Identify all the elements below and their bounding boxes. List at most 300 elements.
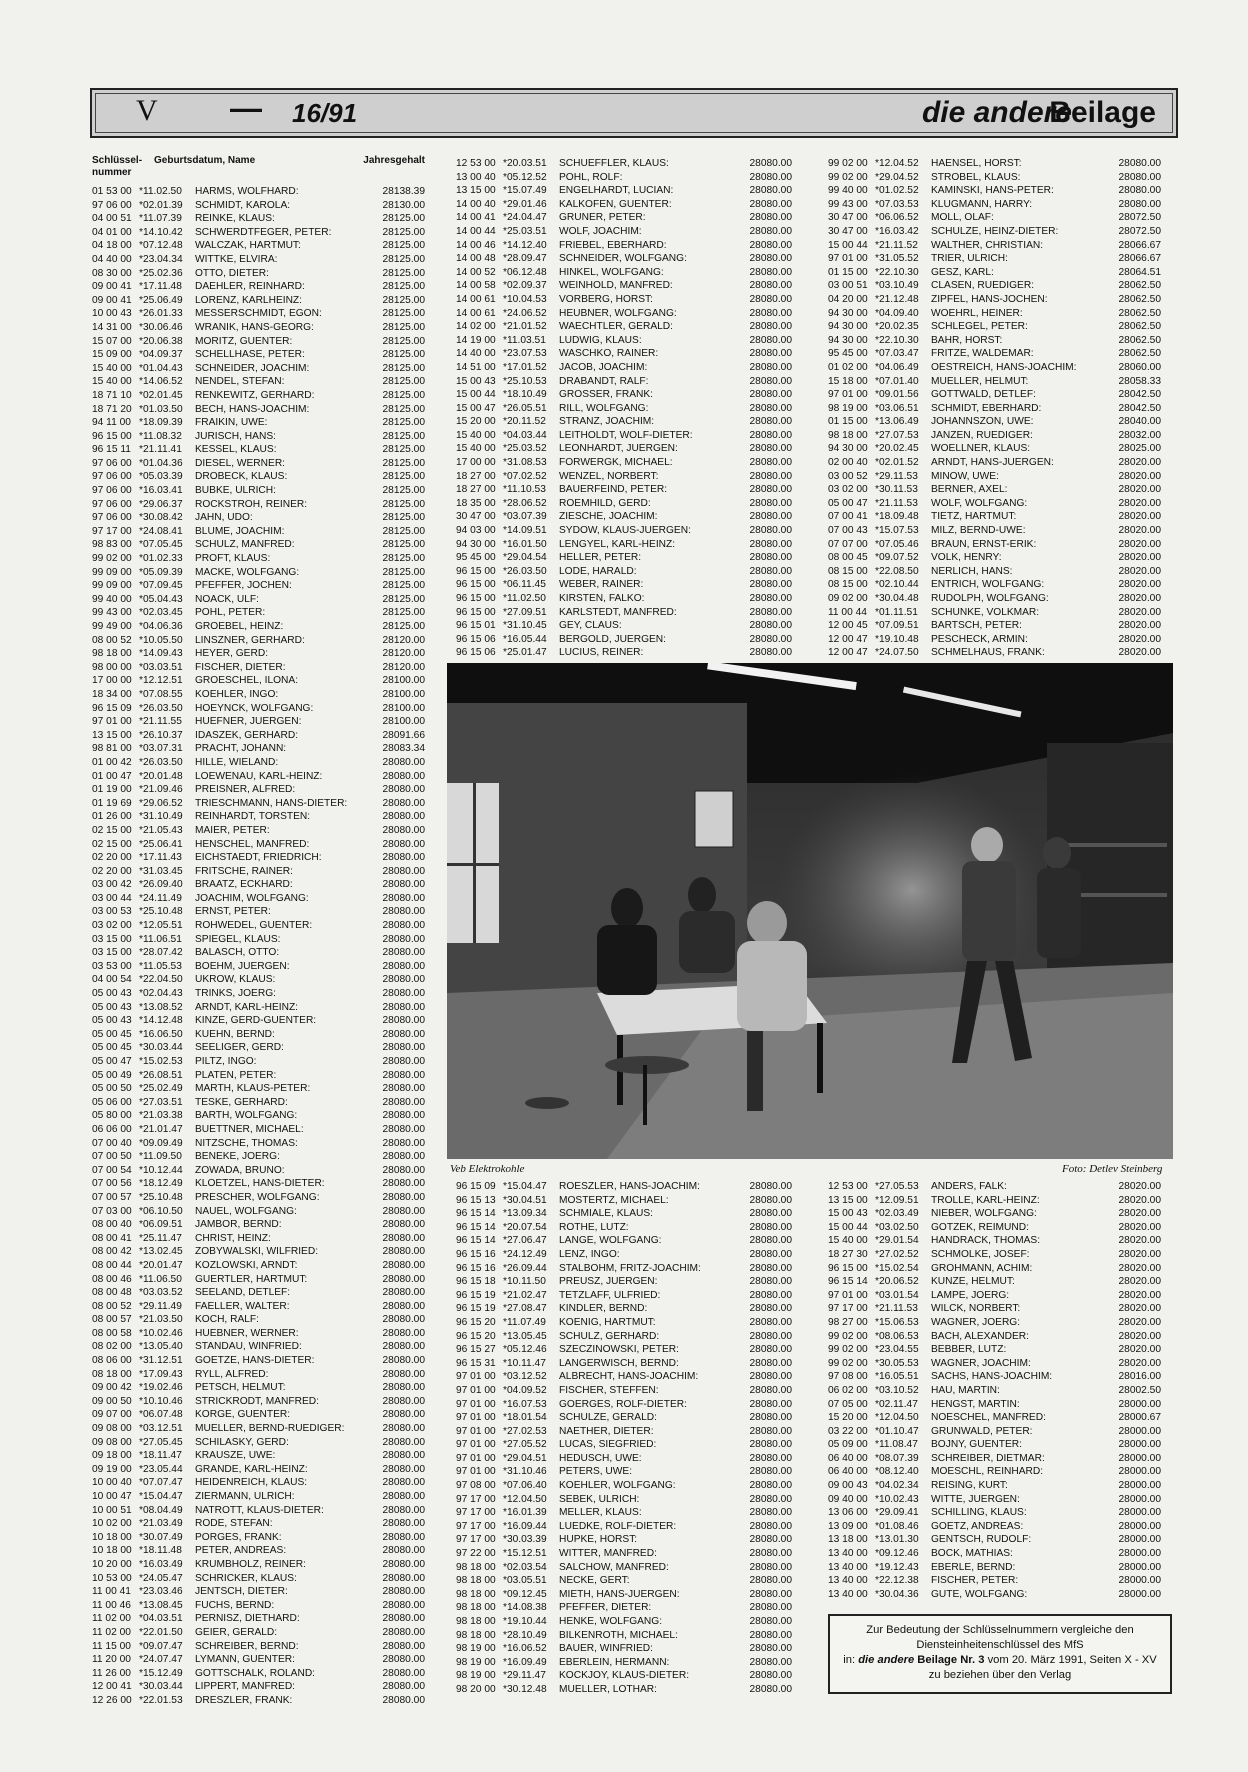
row-name: MORITZ, GUENTER: <box>195 335 293 347</box>
table-row <box>828 198 1161 212</box>
row-salary: 28100.00 <box>382 688 425 700</box>
table-row <box>92 783 425 797</box>
row-birthdate: *20.06.52 <box>875 1276 919 1288</box>
row-birthdate: *17.09.43 <box>139 1368 183 1380</box>
row-key: 15 00 47 <box>456 402 496 414</box>
row-salary: 28080.00 <box>382 920 425 932</box>
row-birthdate: *31.08.53 <box>503 457 547 469</box>
row-name: BRAATZ, ECKHARD: <box>195 879 293 891</box>
row-birthdate: *05.04.43 <box>139 593 183 605</box>
row-salary: 28080.00 <box>749 171 792 183</box>
table-row <box>456 1642 792 1656</box>
table-row <box>92 1096 425 1110</box>
row-key: 07 05 00 <box>828 1398 868 1410</box>
row-key: 08 15 00 <box>828 579 868 591</box>
row-birthdate: *09.09.49 <box>139 1137 183 1149</box>
row-name: MUELLER, BERND-RUEDIGER: <box>195 1423 345 1435</box>
row-birthdate: *07.06.40 <box>503 1480 547 1492</box>
table-row <box>92 1205 425 1219</box>
row-name: EBERLEIN, HERMANN: <box>559 1656 670 1668</box>
row-birthdate: *01.10.47 <box>875 1425 919 1437</box>
table-row <box>92 443 425 457</box>
row-birthdate: *15.06.53 <box>875 1316 919 1328</box>
table-row <box>828 1438 1161 1452</box>
row-salary: 28080.00 <box>749 239 792 251</box>
row-salary: 28080.00 <box>749 1289 792 1301</box>
table-row <box>456 1533 792 1547</box>
table-row <box>828 578 1161 592</box>
row-key: 02 20 00 <box>92 865 132 877</box>
row-name: GOTTWALD, DETLEF: <box>931 389 1036 401</box>
row-salary: 28080.00 <box>382 838 425 850</box>
row-name: GRUNWALD, PETER: <box>931 1425 1033 1437</box>
row-salary: 28080.00 <box>1118 198 1161 210</box>
row-name: POHL, ROLF: <box>559 171 623 183</box>
row-salary: 28080.00 <box>382 974 425 986</box>
row-name: KRUMBHOLZ, REINER: <box>195 1558 306 1570</box>
row-birthdate: *11.09.50 <box>139 1151 182 1163</box>
row-salary: 28080.00 <box>749 307 792 319</box>
row-birthdate: *29.11.53 <box>875 470 918 482</box>
column-1 <box>92 155 425 1708</box>
row-name: LUCAS, SIEGFRIED: <box>559 1439 657 1451</box>
row-key: 08 00 45 <box>828 552 868 564</box>
row-salary: 28000.00 <box>1118 1561 1161 1573</box>
row-salary: 28058.33 <box>1118 375 1161 387</box>
row-salary: 28000.00 <box>1118 1398 1161 1410</box>
table-row <box>92 1544 425 1558</box>
row-name: PREISNER, ALFRED: <box>195 784 296 796</box>
row-birthdate: *31.10.46 <box>503 1466 547 1478</box>
row-key: 08 00 48 <box>92 1287 132 1299</box>
row-name: RYLL, ALFRED: <box>195 1368 269 1380</box>
row-name: BOEHM, JUERGEN: <box>195 960 290 972</box>
row-birthdate: *01.03.50 <box>139 403 183 415</box>
row-key: 96 15 19 <box>456 1289 496 1301</box>
row-salary: 28080.00 <box>382 1694 425 1706</box>
row-salary: 28080.00 <box>749 497 792 509</box>
table-row <box>92 987 425 1001</box>
row-birthdate: *22.08.50 <box>875 565 919 577</box>
row-key: 17 00 00 <box>92 675 132 687</box>
table-row <box>456 538 792 552</box>
row-name: KALKOFEN, GUENTER: <box>559 198 672 210</box>
row-salary: 28000.67 <box>1118 1412 1161 1424</box>
row-key: 03 02 00 <box>92 920 132 932</box>
row-birthdate: *04.09.37 <box>139 349 183 361</box>
row-salary: 28020.00 <box>1118 1235 1161 1247</box>
row-key: 10 18 00 <box>92 1545 132 1557</box>
row-birthdate: *07.08.55 <box>139 688 183 700</box>
row-salary: 28002.50 <box>1118 1384 1161 1396</box>
row-key: 08 00 42 <box>92 1246 132 1258</box>
row-key: 07 07 00 <box>828 538 868 550</box>
row-key: 05 00 49 <box>92 1069 132 1081</box>
row-salary: 28125.00 <box>382 607 425 619</box>
reference-note <box>828 1614 1172 1694</box>
row-key: 97 01 00 <box>456 1439 496 1451</box>
row-name: HELLER, PETER: <box>559 552 642 564</box>
row-salary: 28080.00 <box>749 1656 792 1668</box>
row-birthdate: *11.05.53 <box>139 960 182 972</box>
row-name: MESSERSCHMIDT, EGON: <box>195 308 322 320</box>
row-key: 07 00 57 <box>92 1191 132 1203</box>
row-birthdate: *07.01.40 <box>875 375 919 387</box>
row-salary: 28080.00 <box>749 185 792 197</box>
row-key: 98 19 00 <box>456 1656 496 1668</box>
row-key: 15 20 00 <box>828 1412 868 1424</box>
table-row <box>456 606 792 620</box>
row-birthdate: *18.10.49 <box>503 389 547 401</box>
row-birthdate: *06.10.50 <box>139 1205 183 1217</box>
row-salary: 28020.00 <box>1118 1221 1161 1233</box>
row-birthdate: *18.12.49 <box>139 1178 183 1190</box>
row-name: MARTH, KLAUS-PETER: <box>195 1083 311 1095</box>
table-row <box>92 1517 425 1531</box>
table-row <box>828 606 1161 620</box>
row-salary: 28080.00 <box>382 1001 425 1013</box>
row-birthdate: *07.02.52 <box>503 470 547 482</box>
row-salary: 28080.00 <box>382 1450 425 1462</box>
row-name: STANDAU, WINFRIED: <box>195 1341 302 1353</box>
row-name: LUDWIG, KLAUS: <box>559 334 642 346</box>
row-key: 94 03 00 <box>456 525 496 537</box>
table-row <box>828 252 1161 266</box>
row-name: WALCZAK, HARTMUT: <box>195 240 301 252</box>
row-salary: 28080.00 <box>382 1423 425 1435</box>
row-key: 02 20 00 <box>92 852 132 864</box>
row-key: 98 19 00 <box>456 1643 496 1655</box>
row-name: SCHILASKY, GERD: <box>195 1436 289 1448</box>
row-key: 11 00 41 <box>92 1586 131 1598</box>
row-key: 13 00 40 <box>456 171 496 183</box>
row-birthdate: *26.05.51 <box>503 402 547 414</box>
note-brand: die andere <box>858 1654 915 1666</box>
row-birthdate: *26.09.44 <box>503 1262 547 1274</box>
row-key: 11 02 00 <box>92 1626 131 1638</box>
table-row <box>456 578 792 592</box>
row-name: SCHMOLKE, JOSEF: <box>931 1248 1030 1260</box>
row-name: TESKE, GERHARD: <box>195 1096 288 1108</box>
row-key: 15 00 44 <box>828 239 868 251</box>
row-salary: 28125.00 <box>382 308 425 320</box>
row-salary: 28100.00 <box>382 702 425 714</box>
table-row <box>456 211 792 225</box>
row-name: HAU, MARTIN: <box>931 1384 1000 1396</box>
row-salary: 28080.00 <box>749 470 792 482</box>
table-row <box>828 497 1161 511</box>
row-birthdate: *27.09.51 <box>503 606 547 618</box>
row-name: WAGNER, JOACHIM: <box>931 1357 1031 1369</box>
table-row <box>92 905 425 919</box>
row-name: PROFT, KLAUS: <box>195 553 271 565</box>
table-row <box>828 1533 1161 1547</box>
row-name: GOERGES, ROLF-DIETER: <box>559 1398 687 1410</box>
row-birthdate: *25.01.47 <box>503 647 547 659</box>
row-birthdate: *29.11.49 <box>139 1300 182 1312</box>
row-key: 98 18 00 <box>456 1602 496 1614</box>
row-birthdate: *22.01.50 <box>139 1626 183 1638</box>
row-name: SEELIGER, GERD: <box>195 1042 284 1054</box>
row-salary: 28080.00 <box>382 1382 425 1394</box>
table-row <box>456 361 792 375</box>
row-birthdate: *25.02.49 <box>139 1083 183 1095</box>
row-key: 06 02 00 <box>828 1384 868 1396</box>
row-name: ZIERMANN, ULRICH: <box>195 1491 295 1502</box>
row-key: 11 02 00 <box>92 1613 131 1625</box>
row-salary: 28080.00 <box>749 1208 792 1220</box>
table-row <box>828 347 1161 361</box>
row-birthdate: *21.11.53 <box>875 497 918 509</box>
table-row <box>456 1629 792 1643</box>
row-name: JACOB, JOACHIM: <box>559 361 648 373</box>
row-salary: 28080.00 <box>749 565 792 577</box>
row-key: 08 06 00 <box>92 1355 132 1367</box>
row-salary: 28000.00 <box>1118 1507 1161 1519</box>
row-name: TETZLAFF, ULFRIED: <box>559 1289 661 1301</box>
row-birthdate: *08.04.49 <box>139 1504 183 1516</box>
row-birthdate: *15.07.53 <box>875 525 919 537</box>
row-name: HENGST, MARTIN: <box>931 1398 1020 1410</box>
row-salary: 28080.00 <box>382 1626 425 1638</box>
row-birthdate: *21.05.43 <box>139 824 183 836</box>
row-name: WAGNER, JOERG: <box>931 1316 1021 1328</box>
row-salary: 28080.00 <box>749 1384 792 1396</box>
row-birthdate: *21.09.46 <box>139 784 183 796</box>
row-name: ZOBYWALSKI, WILFRIED: <box>195 1246 319 1258</box>
row-birthdate: *25.10.48 <box>139 906 183 918</box>
row-key: 98 18 00 <box>456 1561 496 1573</box>
table-row <box>92 620 425 634</box>
row-salary: 28020.00 <box>1118 606 1161 618</box>
table-row <box>92 1123 425 1137</box>
row-key: 17 00 00 <box>456 457 496 469</box>
row-key: 13 15 00 <box>92 729 132 741</box>
table-row <box>456 1479 792 1493</box>
row-name: GENTSCH, RUDOLF: <box>931 1534 1032 1546</box>
row-key: 05 00 47 <box>828 497 868 509</box>
row-name: REISING, KURT: <box>931 1480 1008 1492</box>
table-row <box>92 1041 425 1055</box>
row-birthdate: *31.05.52 <box>875 253 919 265</box>
row-name: TRINKS, JOERG: <box>195 988 276 1000</box>
row-birthdate: *27.05.53 <box>875 1181 919 1192</box>
row-birthdate: *31.03.45 <box>139 865 183 877</box>
table-row <box>92 919 425 933</box>
table-row <box>92 1599 425 1613</box>
table-row <box>92 1626 425 1640</box>
row-birthdate: *06.11.45 <box>503 579 546 591</box>
table-row <box>456 1425 792 1439</box>
row-key: 99 02 00 <box>828 1330 868 1342</box>
column-header <box>92 155 425 185</box>
row-birthdate: *29.01.46 <box>503 198 547 210</box>
table-row <box>92 1436 425 1450</box>
row-key: 08 15 00 <box>828 565 868 577</box>
row-birthdate: *09.07.47 <box>139 1640 183 1652</box>
table-row <box>828 211 1161 225</box>
row-name: STRICKRODT, MANFRED: <box>195 1395 319 1407</box>
row-salary: 28080.00 <box>749 253 792 265</box>
row-name: SCHULZE, GERALD: <box>559 1412 657 1424</box>
row-key: 03 00 44 <box>92 892 132 904</box>
row-key: 05 00 43 <box>92 1015 132 1027</box>
row-birthdate: *16.05.44 <box>503 633 547 645</box>
row-key: 15 40 00 <box>828 1235 868 1247</box>
table-row <box>92 348 425 362</box>
row-key: 94 30 00 <box>828 307 868 319</box>
row-birthdate: *27.05.45 <box>139 1436 183 1448</box>
row-birthdate: *26.03.50 <box>503 565 547 577</box>
row-key: 14 00 48 <box>456 253 496 265</box>
table-row <box>92 239 425 253</box>
row-key: 07 03 00 <box>92 1205 132 1217</box>
row-name: SCHULZ, GERHARD: <box>559 1330 660 1342</box>
table-row <box>828 1343 1161 1357</box>
row-name: WASCHKO, RAINER: <box>559 348 659 360</box>
row-key: 10 00 40 <box>92 1477 132 1489</box>
table-row <box>456 388 792 402</box>
table-row <box>92 484 425 498</box>
row-birthdate: *07.05.45 <box>139 539 183 551</box>
table-row <box>828 1520 1161 1534</box>
row-salary: 28080.00 <box>749 484 792 496</box>
table-row <box>456 1262 792 1276</box>
table-row <box>456 1493 792 1507</box>
table-row <box>92 511 425 525</box>
row-key: 14 00 41 <box>456 212 496 224</box>
row-birthdate: *07.07.47 <box>139 1477 183 1489</box>
row-key: 98 18 00 <box>456 1616 496 1627</box>
row-key: 99 09 00 <box>92 580 132 592</box>
row-birthdate: *16.09.49 <box>503 1656 547 1668</box>
row-birthdate: *14.08.38 <box>503 1602 547 1614</box>
row-key: 08 00 41 <box>92 1232 132 1244</box>
row-key: 05 00 45 <box>92 1028 132 1040</box>
row-salary: 28020.00 <box>1118 497 1161 509</box>
table-row <box>456 551 792 565</box>
row-name: HENSCHEL, MANFRED: <box>195 838 310 850</box>
row-key: 98 83 00 <box>92 539 132 551</box>
row-salary: 28080.00 <box>382 865 425 877</box>
row-name: HAENSEL, HORST: <box>931 158 1022 169</box>
row-salary: 28080.00 <box>749 443 792 455</box>
row-salary: 28080.00 <box>749 511 792 523</box>
table-row <box>828 171 1161 185</box>
row-birthdate: *12.04.50 <box>875 1412 919 1424</box>
row-key: 09 02 00 <box>828 593 868 604</box>
row-birthdate: *10.11.47 <box>503 1357 546 1369</box>
table-row <box>456 1357 792 1371</box>
row-salary: 28080.00 <box>749 1316 792 1328</box>
row-birthdate: *06.12.48 <box>503 266 547 278</box>
row-key: 18 71 10 <box>92 389 132 401</box>
row-name: BAUER, WINFRIED: <box>559 1643 653 1655</box>
row-name: WOEHRL, HEINER: <box>931 307 1023 319</box>
table-row <box>828 184 1161 198</box>
row-birthdate: *16.07.53 <box>503 1398 547 1410</box>
row-salary: 28080.00 <box>749 1398 792 1410</box>
row-salary: 28080.00 <box>382 1613 425 1625</box>
row-key: 97 01 00 <box>456 1412 496 1424</box>
row-name: MACKE, WOLFGANG: <box>195 566 300 578</box>
row-key: 10 00 47 <box>92 1491 132 1502</box>
row-key: 02 15 00 <box>92 838 132 850</box>
row-name: FRITSCHE, RAINER: <box>195 865 293 877</box>
row-birthdate: *24.07.50 <box>875 647 919 659</box>
table-row <box>828 1207 1161 1221</box>
row-birthdate: *20.07.54 <box>503 1221 547 1233</box>
row-name: DAEHLER, REINHARD: <box>195 281 305 293</box>
row-salary: 28080.00 <box>382 1246 425 1258</box>
row-birthdate: *05.03.39 <box>139 471 183 483</box>
header-issue: 16/91 <box>292 98 358 128</box>
row-key: 98 18 00 <box>828 429 868 441</box>
row-key: 99 02 00 <box>828 1344 868 1356</box>
table-row <box>828 293 1161 307</box>
row-birthdate: *21.11.41 <box>139 444 182 456</box>
table-row <box>456 1207 792 1221</box>
table-row <box>456 1561 792 1575</box>
row-key: 94 30 00 <box>828 321 868 333</box>
row-birthdate: *27.08.47 <box>503 1303 547 1315</box>
row-birthdate: *29.04.51 <box>503 1452 547 1464</box>
note-line-2: Diensteinheitenschlüssel des MfS <box>916 1639 1084 1651</box>
row-birthdate: *30.04.36 <box>875 1588 919 1600</box>
row-birthdate: *21.03.50 <box>139 1314 183 1326</box>
row-salary: 28080.00 <box>382 1056 425 1067</box>
table-row <box>92 756 425 770</box>
row-birthdate: *02.11.47 <box>875 1398 918 1410</box>
row-name: BERGOLD, JUERGEN: <box>559 633 666 645</box>
row-key: 96 15 20 <box>456 1316 496 1328</box>
row-birthdate: *13.08.45 <box>139 1599 183 1611</box>
row-name: SCHULZ, MANFRED: <box>195 539 295 551</box>
row-birthdate: *15.07.49 <box>503 185 547 197</box>
row-key: 97 22 00 <box>456 1548 496 1560</box>
row-salary: 28125.00 <box>382 457 425 469</box>
row-name: SYDOW, KLAUS-JUERGEN: <box>559 525 691 537</box>
table-row <box>92 389 425 403</box>
table-row <box>828 239 1161 253</box>
table-row <box>828 1588 1161 1602</box>
row-key: 09 00 50 <box>92 1395 132 1407</box>
table-row <box>92 294 425 308</box>
row-salary: 28080.00 <box>749 348 792 360</box>
row-name: ZOWADA, BRUNO: <box>195 1164 285 1176</box>
row-name: RENKEWITZ, GERHARD: <box>195 389 315 401</box>
row-key: 97 06 00 <box>92 498 132 510</box>
row-key: 15 20 00 <box>456 416 496 428</box>
row-salary: 28080.00 <box>382 1259 425 1271</box>
row-name: GUERTLER, HARTMUT: <box>195 1273 308 1285</box>
table-row <box>92 593 425 607</box>
row-birthdate: *30.03.44 <box>139 1681 183 1693</box>
row-name: SEELAND, DETLEF: <box>195 1287 291 1299</box>
row-key: 02 15 00 <box>92 824 132 836</box>
table-row <box>828 1302 1161 1316</box>
note-prefix: in: <box>843 1654 856 1666</box>
row-key: 10 20 00 <box>92 1558 132 1570</box>
row-key: 97 06 00 <box>92 485 132 497</box>
row-salary: 28125.00 <box>382 389 425 401</box>
table-row <box>92 1137 425 1151</box>
row-birthdate: *17.01.52 <box>503 361 547 373</box>
row-name: MOLL, OLAF: <box>931 212 994 224</box>
table-row <box>828 402 1161 416</box>
table-row <box>92 1368 425 1382</box>
table-row <box>828 510 1161 524</box>
